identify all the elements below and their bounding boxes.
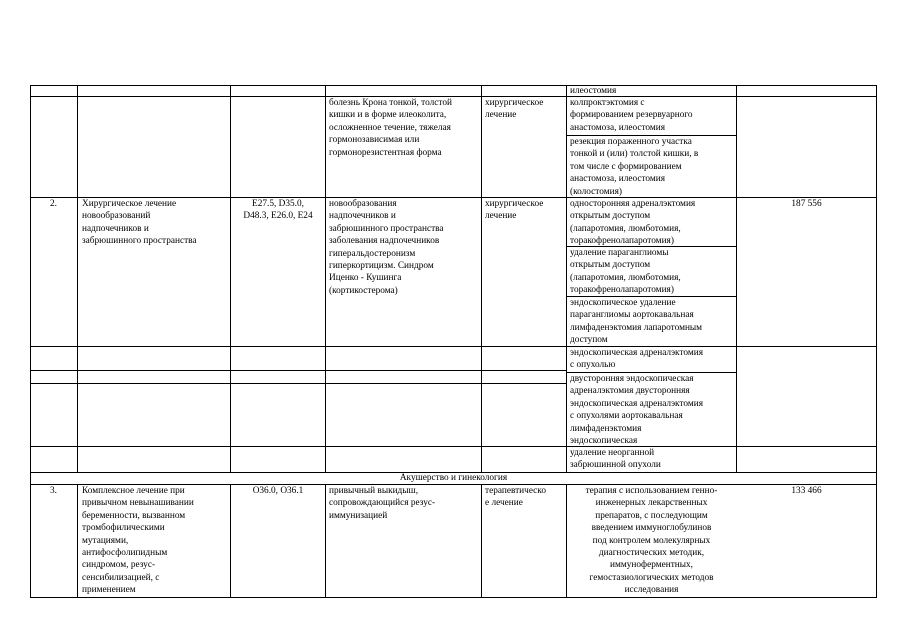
cost-cell: 133 466 bbox=[791, 486, 822, 496]
method-cell: терапия с использованием генно- инженерных лекарственных препаратов, с последующим введением иммуноглобулинов под контролем молекулярных диагностических методик, иммуноферментных, гемостазиологических методов исследования bbox=[585, 486, 718, 596]
icd-code-cell: O36.0, O36.1 bbox=[252, 486, 304, 496]
method-cell: эндоскопическое удаление параганглиомы аортокавальная лимфаденэктомия лапаротомным доступом bbox=[570, 298, 703, 346]
cost-cell: 187 556 bbox=[791, 199, 822, 209]
column-divider bbox=[325, 484, 326, 597]
column-divider bbox=[77, 484, 78, 597]
row-number: 2. bbox=[50, 199, 57, 209]
column-divider bbox=[325, 85, 326, 472]
model-cell: привычный выкидыш, сопровождающийся резус- иммунизацией bbox=[329, 486, 436, 521]
treatment-type-cell: хирургическое лечение bbox=[485, 98, 544, 121]
method-cell: удаление неорганной забрюшинной опухоли bbox=[570, 448, 661, 471]
treatment-name-cell: Хирургическое лечение новообразований надпочечников и забрюшинного пространства bbox=[82, 199, 197, 247]
treatment-type-cell: терапевтическо е лечение bbox=[485, 486, 546, 509]
row-divider bbox=[30, 370, 566, 371]
table-border-left bbox=[30, 85, 31, 597]
table-border-top bbox=[30, 85, 877, 86]
row-number: 3. bbox=[50, 486, 57, 496]
table-border-right bbox=[876, 85, 877, 597]
table-border-bottom bbox=[30, 597, 877, 598]
section-heading: Акушерство и гинекология bbox=[399, 473, 508, 483]
column-divider bbox=[230, 85, 231, 472]
model-cell: новообразования надпочечников и забрюшинного пространства заболевания надпочечников гиперальдостеронизм гиперкортицизм. Синдром Иценко - Кушинга (кортикостерома) bbox=[329, 199, 444, 296]
column-divider bbox=[736, 85, 737, 472]
method-cell: эндоскопическая адреналэктомия с опухолью bbox=[570, 348, 703, 371]
method-cell: двусторонняя эндоскопическая адреналэктомия двусторонняя эндоскопическая адреналэктомия с опухолями аортокавальная лимфаденэктомия эндоскопическая bbox=[570, 374, 703, 447]
column-divider bbox=[481, 85, 482, 472]
treatment-name-cell: Комплексное лечение при привычном невынашивании беременности, вызванном тромбофилическими мутациями, антифосфолипидным синдромом, резус- сенсибилизацией, с применением bbox=[82, 486, 194, 596]
method-cell: илеостомия bbox=[570, 86, 617, 96]
method-cell: колпроктэктомия с формированием резервуарного анастомоза, илеостомия bbox=[570, 98, 693, 133]
method-cell: удаление параганглиомы открытым доступом (лапаротомия, люмботомия, торакофренолапаротомия) bbox=[570, 248, 681, 296]
icd-code-cell: E27.5, D35.0, D48.3, E26.0, E24 bbox=[243, 199, 313, 222]
row-divider bbox=[30, 346, 877, 347]
method-cell: резекция пораженного участка тонкой и (или) толстой кишки, в том числе с формированием анастомоза, илеостомия (колостомия) bbox=[570, 137, 699, 197]
column-divider bbox=[77, 85, 78, 472]
row-divider bbox=[30, 446, 877, 447]
column-divider bbox=[481, 484, 482, 597]
row-divider bbox=[30, 383, 566, 384]
treatment-type-cell: хирургическое лечение bbox=[485, 199, 544, 222]
model-cell: болезнь Крона тонкой, толстой кишки и в форме илеоколита, осложненное течение, тяжелая гормонозависимая или гормонорезистентная форма bbox=[329, 98, 452, 158]
method-cell: односторонняя адреналэктомия открытым доступом (лапаротомия, люмботомия, торакофренолапаротомия) bbox=[570, 199, 696, 247]
column-divider bbox=[230, 484, 231, 597]
column-divider bbox=[566, 85, 567, 472]
